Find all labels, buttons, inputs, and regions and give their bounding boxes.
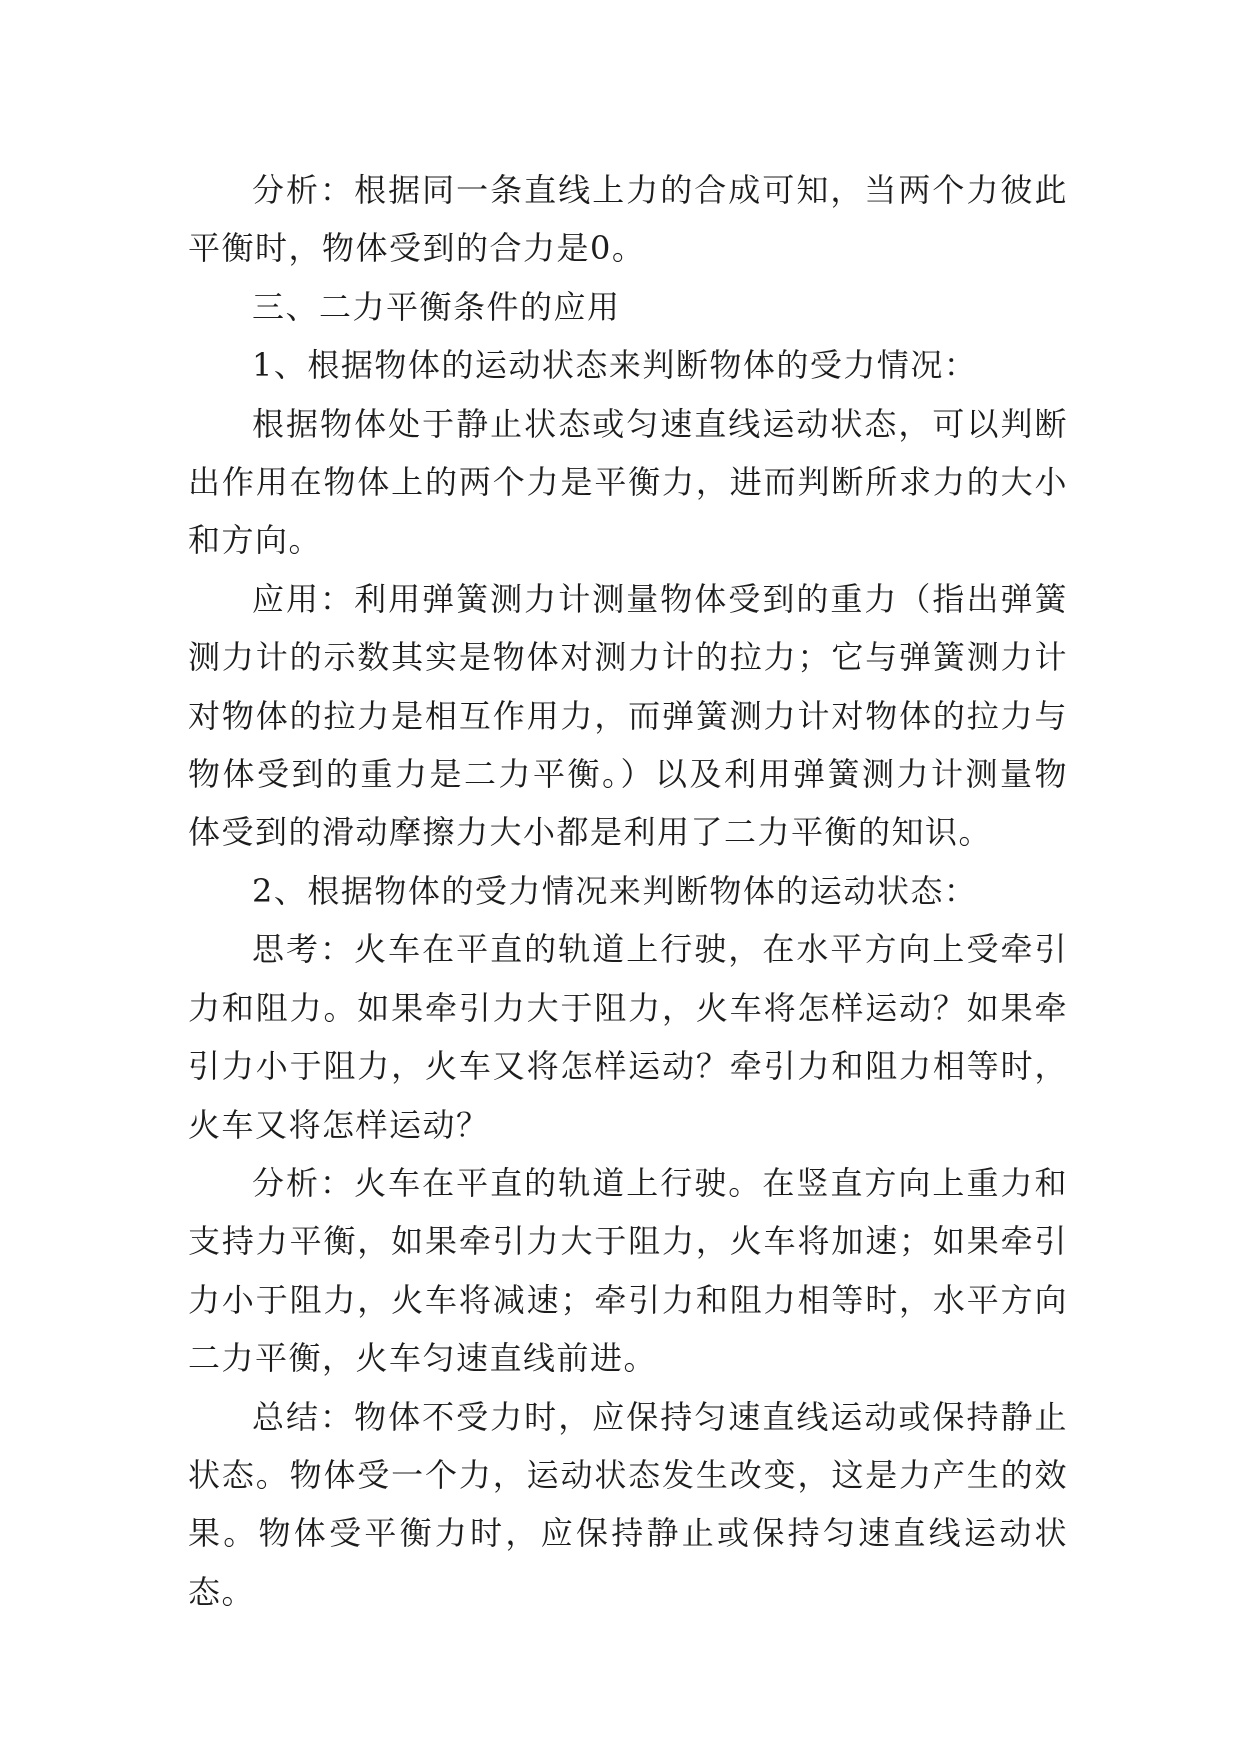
- paragraph-think-train: 思考：火车在平直的轨道上行驶，在水平方向上受牵引力和阻力。如果牵引力大于阻力，火车将怎样运动？如果牵引力小于阻力，火车又将怎样运动？牵引力和阻力相等时，火车又将怎样运动？: [188, 930, 1068, 1144]
- section-heading-application: 三、二力平衡条件的应用: [252, 287, 621, 326]
- document-body: [188, 161, 1068, 1621]
- subheading-motion-to-force: 1、根据物体的运动状态来判断物体的受力情况：: [252, 346, 978, 385]
- paragraph-judge-balanced-forces: 根据物体处于静止状态或匀速直线运动状态，可以判断出作用在物体上的两个力是平衡力，进而判断所求力的大小和方向。: [188, 404, 1068, 560]
- subheading-force-to-motion: 2、根据物体的受力情况来判断物体的运动状态：: [252, 871, 978, 910]
- paragraph-analysis-resultant-force: 分析：根据同一条直线上力的合成可知，当两个力彼此平衡时，物体受到的合力是0。: [188, 171, 1068, 268]
- paragraph-summary: 总结：物体不受力时，应保持匀速直线运动或保持静止状态。物体受一个力，运动状态发生改变，这是力产生的效果。物体受平衡力时，应保持静止或保持匀速直线运动状态。: [188, 1397, 1068, 1611]
- paragraph-analysis-train: 分析：火车在平直的轨道上行驶。在竖直方向上重力和支持力平衡，如果牵引力大于阻力，火车将加速；如果牵引力小于阻力，火车将减速；牵引力和阻力相等时，水平方向二力平衡，火车匀速直线前进。: [188, 1163, 1068, 1378]
- paragraph-application-spring-scale: 应用：利用弹簧测力计测量物体受到的重力（指出弹簧测力计的示数其实是物体对测力计的拉力；它与弹簧测力计对物体的拉力是相互作用力，而弹簧测力计对物体的拉力与物体受到的重力是二力平衡。）以及利用弹簧测力计测量物体受到的滑动摩擦力大小都是利用了二力平衡的知识。: [188, 579, 1068, 852]
